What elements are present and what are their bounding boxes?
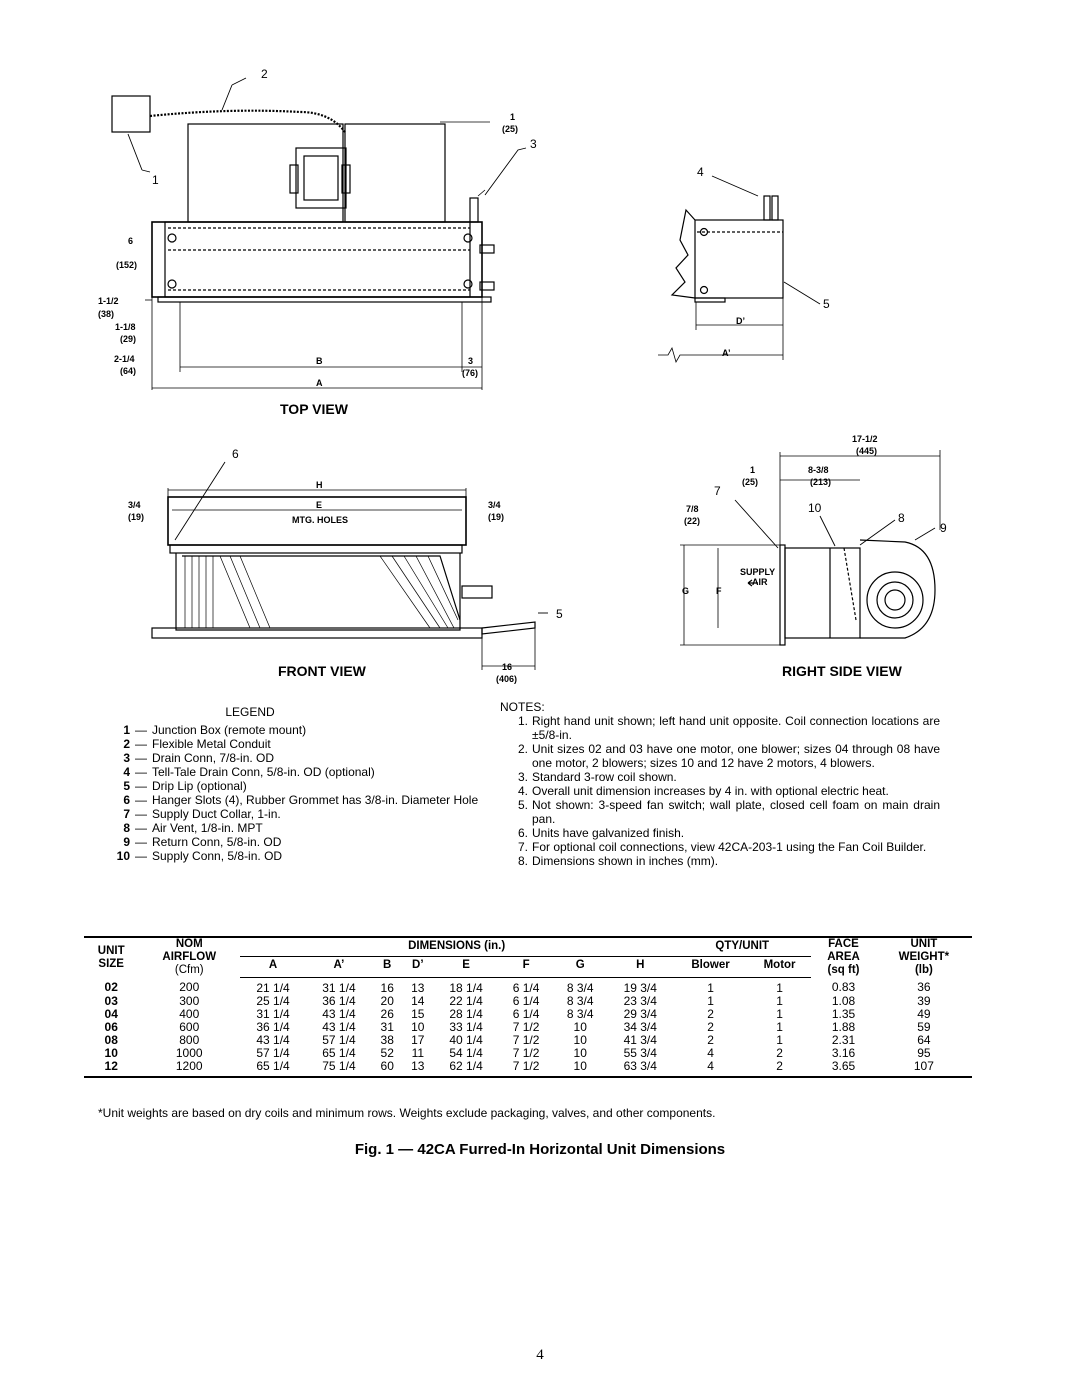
dim-17-1-2-mm: (445)	[856, 446, 878, 456]
table-cell: 8 3/4	[566, 993, 594, 1008]
table-cell: 10	[104, 1045, 118, 1060]
dim-g: G	[682, 586, 690, 596]
dim-a: A	[316, 378, 323, 388]
table-cell: 29 3/4	[623, 1006, 657, 1021]
legend-item-number: 4	[123, 765, 130, 779]
dim-front-right-mm: (19)	[488, 512, 505, 522]
col-qty-unit: QTY/UNIT	[673, 937, 811, 956]
dim-6-mm: (152)	[116, 260, 138, 270]
legend-item-number: 10	[116, 849, 130, 863]
legend-item-dash: —	[135, 793, 147, 807]
table-cell: 1	[707, 980, 714, 995]
dim-front-right: 3/4	[488, 500, 501, 510]
callout-1: 1	[152, 173, 159, 187]
note-item	[500, 854, 940, 868]
table-cell: 33 1/4	[449, 1019, 483, 1034]
table-cell: 62 1/4	[433, 1060, 499, 1077]
table-cell: 31 1/4	[322, 980, 356, 995]
dim-one-mm: (25)	[742, 477, 759, 487]
table-cell: 31 1/4	[256, 1006, 290, 1021]
front-view-drawing	[152, 462, 548, 670]
table-cell: 26	[380, 1006, 394, 1021]
table-cell: 59	[917, 1019, 931, 1034]
col-dim: H	[636, 959, 645, 972]
table-cell: 2	[776, 1045, 783, 1060]
dim-a-prime: A’	[722, 348, 731, 358]
table-cell: 4	[673, 1060, 748, 1077]
table-cell: 2.31	[831, 1032, 856, 1047]
table-cell: 22 1/4	[449, 993, 483, 1008]
table-cell: 21 1/4	[256, 980, 290, 995]
table-cell: 3.16	[831, 1045, 856, 1060]
dim-17-1-2: 17-1/2	[852, 434, 878, 444]
legend-item	[100, 751, 490, 765]
dim-1: 1	[510, 112, 516, 122]
table-row	[84, 977, 972, 995]
table-row	[84, 1021, 972, 1034]
legend-item-number: 1	[123, 723, 130, 737]
front-view-title: FRONT VIEW	[278, 663, 366, 679]
callout-4: 4	[697, 165, 704, 179]
table-cell: 10	[553, 1060, 607, 1077]
legend-item-dash: —	[135, 737, 147, 751]
table-row	[84, 1034, 972, 1047]
legend-item-number: 7	[123, 807, 130, 821]
table-cell: 57 1/4	[322, 1032, 356, 1047]
table-cell: 02	[104, 980, 118, 995]
table-cell: 8 3/4	[566, 1006, 594, 1021]
table-cell: 39	[917, 993, 931, 1008]
legend-item-text: Drain Conn, 7/8-in. OD	[152, 751, 275, 765]
table-row	[84, 1047, 972, 1060]
note-item	[500, 714, 940, 742]
note-item	[500, 742, 940, 770]
col-face-area: FACE AREA (sq ft)	[811, 937, 876, 977]
table-cell: 95	[917, 1045, 931, 1060]
dim-3: 3	[468, 356, 474, 366]
legend-item-text: Flexible Metal Conduit	[152, 737, 271, 751]
dim-f: F	[716, 586, 722, 596]
legend-item-dash: —	[135, 765, 147, 779]
legend-item-dash: —	[135, 835, 147, 849]
dim-7-8: 7/8	[686, 504, 699, 514]
table-cell: 11	[411, 1045, 425, 1060]
dim-one: 1	[750, 465, 756, 475]
note-text: Standard 3-row coil shown.	[532, 770, 677, 784]
legend-item	[100, 779, 490, 793]
legend-item-dash: —	[135, 779, 147, 793]
legend-item-dash: —	[135, 807, 147, 821]
table-cell: 2	[707, 1032, 714, 1047]
notes-title: NOTES:	[500, 700, 545, 714]
legend-item	[100, 807, 490, 821]
table-cell: 31	[380, 1019, 394, 1034]
dim-2-1-4-mm: (64)	[120, 366, 137, 376]
table-cell: 55 3/4	[623, 1045, 657, 1060]
page-number: 4	[536, 1347, 544, 1363]
legend-item-number: 2	[123, 737, 130, 751]
dim-front-left: 3/4	[128, 500, 141, 510]
legend-item-text: Tell-Tale Drain Conn, 5/8-in. OD (optional)	[152, 765, 375, 779]
callout-2: 2	[261, 67, 268, 81]
top-view-title: TOP VIEW	[280, 401, 348, 417]
note-text: Units have galvanized finish.	[532, 826, 685, 840]
table-cell: 1200	[138, 1060, 240, 1077]
dim-1-1-2-mm: (38)	[98, 309, 115, 319]
note-text: Right hand unit shown; left hand unit opposite. Coil connection locations are ±5/8-in.	[532, 714, 940, 742]
note-item	[500, 784, 940, 798]
note-item	[500, 798, 940, 826]
table-cell: 52	[380, 1045, 394, 1060]
col-dim: B	[383, 959, 392, 972]
table-cell: 2	[707, 1006, 714, 1021]
table-cell: 4	[707, 1045, 714, 1060]
callout-10: 10	[808, 501, 822, 515]
table-cell: 7 1/2	[499, 1060, 553, 1077]
col-unit-size: UNIT SIZE	[84, 937, 138, 977]
table-cell: 300	[179, 993, 200, 1008]
table-cell: 1.88	[831, 1019, 856, 1034]
table-cell: 03	[104, 993, 118, 1008]
table-cell: 400	[179, 1006, 200, 1021]
table-cell: 13	[403, 1060, 434, 1077]
legend-item-dash: —	[135, 751, 147, 765]
legend-item-dash: —	[135, 723, 147, 737]
table-cell: 1.35	[831, 1006, 856, 1021]
note-number: 5.	[517, 798, 528, 812]
table-cell: 107	[876, 1060, 972, 1077]
note-number: 2.	[517, 742, 528, 756]
table-cell: 57 1/4	[256, 1045, 290, 1060]
dim-6: 6	[128, 236, 134, 246]
note-number: 3.	[517, 770, 528, 784]
dim-8-3-8-mm: (213)	[810, 477, 832, 487]
callout-7: 7	[714, 484, 721, 498]
note-text: Dimensions shown in inches (mm).	[532, 854, 719, 868]
table-cell: 1.08	[831, 993, 856, 1008]
dim-mtg-holes: MTG. HOLES	[292, 515, 348, 525]
table-cell: 54 1/4	[449, 1045, 483, 1060]
table-cell: 34 3/4	[623, 1019, 657, 1034]
legend-item-text: Junction Box (remote mount)	[152, 723, 307, 737]
table-cell: 2	[707, 1019, 714, 1034]
table-cell: 10	[573, 1032, 587, 1047]
col-dim: F	[522, 959, 530, 972]
table-row	[84, 995, 972, 1008]
table-cell: 6 1/4	[512, 980, 540, 995]
table-cell: 600	[179, 1019, 200, 1034]
table-cell: 10	[411, 1019, 425, 1034]
note-item	[500, 826, 940, 840]
table-cell: 2	[748, 1060, 811, 1077]
table-cell: 36	[917, 980, 931, 995]
table-row	[84, 1060, 972, 1077]
legend-item-text: Drip Lip (optional)	[152, 779, 247, 793]
dim-1-mm: (25)	[502, 124, 519, 134]
legend-title: LEGEND	[225, 705, 275, 719]
dim-16: 16	[502, 662, 513, 672]
table-cell: 65 1/4	[240, 1060, 306, 1077]
table-cell: 41 3/4	[623, 1032, 657, 1047]
right-side-view-title: RIGHT SIDE VIEW	[782, 663, 902, 679]
dim-16-mm: (406)	[496, 674, 518, 684]
dim-front-left-mm: (19)	[128, 512, 145, 522]
table-cell: 43 1/4	[322, 1019, 356, 1034]
table-cell: 38	[380, 1032, 394, 1047]
dim-1-1-8-mm: (29)	[120, 334, 137, 344]
table-cell: 7 1/2	[512, 1032, 540, 1047]
col-dim: E	[462, 959, 470, 972]
table-cell: 04	[104, 1006, 118, 1021]
dim-2-1-4: 2-1/4	[114, 354, 135, 364]
table-cell: 60	[372, 1060, 403, 1077]
legend-item	[100, 849, 490, 863]
col-qty: Motor	[763, 959, 796, 972]
callout-6: 6	[232, 447, 239, 461]
dim-8-3-8: 8-3/8	[808, 465, 829, 475]
legend-item	[100, 793, 490, 807]
table-cell: 63 3/4	[607, 1060, 673, 1077]
table-cell: 1	[776, 1019, 783, 1034]
table-cell: 10	[573, 1045, 587, 1060]
table-cell: 75 1/4	[306, 1060, 372, 1077]
legend-item-text: Supply Conn, 5/8-in. OD	[152, 849, 283, 863]
note-item	[500, 770, 940, 784]
note-item	[500, 840, 940, 854]
table-cell: 43 1/4	[256, 1032, 290, 1047]
note-number: 6.	[517, 826, 528, 840]
table-cell: 40 1/4	[449, 1032, 483, 1047]
col-dim: A’	[333, 959, 345, 972]
legend-item	[100, 765, 490, 779]
legend	[100, 705, 490, 863]
legend-item-number: 5	[123, 779, 130, 793]
table-row	[84, 1008, 972, 1021]
note-text: Overall unit dimension increases by 4 in. with optional electric heat.	[532, 784, 889, 798]
callout-5-side: 5	[823, 297, 830, 311]
notes	[500, 700, 940, 868]
legend-item-text: Return Conn, 5/8-in. OD	[152, 835, 282, 849]
table-cell: 23 3/4	[623, 993, 657, 1008]
legend-item-number: 9	[123, 835, 130, 849]
dim-1-1-8: 1-1/8	[115, 322, 136, 332]
table-cell: 14	[411, 993, 425, 1008]
table-cell: 12	[84, 1060, 138, 1077]
table-cell: 1	[776, 993, 783, 1008]
table-cell: 65 1/4	[322, 1045, 356, 1060]
legend-item-number: 6	[123, 793, 130, 807]
legend-item	[100, 821, 490, 835]
legend-item-text: Air Vent, 1/8-in. MPT	[152, 821, 263, 835]
legend-item	[100, 835, 490, 849]
col-qty: Blower	[691, 959, 730, 972]
dim-1-1-2: 1-1/2	[98, 296, 119, 306]
legend-item-text: Hanger Slots (4), Rubber Grommet has 3/8-in. Diameter Hole	[152, 793, 479, 807]
dim-b: B	[316, 356, 323, 366]
table-cell: 1	[776, 1032, 783, 1047]
table-cell: 0.83	[831, 980, 856, 995]
table-cell: 06	[104, 1019, 118, 1034]
table-cell: 25 1/4	[256, 993, 290, 1008]
table-cell: 1	[776, 1006, 783, 1021]
table-cell: 6 1/4	[512, 1006, 540, 1021]
top-view-drawing	[112, 78, 526, 390]
table-cell: 1	[707, 993, 714, 1008]
legend-item-number: 3	[123, 751, 130, 765]
note-number: 1.	[517, 714, 528, 728]
callout-3: 3	[530, 137, 537, 151]
table-cell: 13	[411, 980, 425, 995]
col-nom-airflow: NOM AIRFLOW (Cfm)	[138, 937, 240, 977]
table-cell: 36 1/4	[256, 1019, 290, 1034]
table-cell: 15	[411, 1006, 425, 1021]
table-cell: 800	[179, 1032, 200, 1047]
note-text: Not shown: 3-speed fan switch; wall plate, closed cell foam on main drain pan.	[532, 798, 940, 826]
table-cell: 36 1/4	[322, 993, 356, 1008]
table-cell: 16	[380, 980, 394, 995]
table-cell: 3.65	[811, 1060, 876, 1077]
legend-item-text: Supply Duct Collar, 1-in.	[152, 807, 281, 821]
table-cell: 49	[917, 1006, 931, 1021]
note-text: Unit sizes 02 and 03 have one motor, one blower; sizes 04 through 08 have one motor, 2 blowers; sizes 10 and 12 have 2 motors, 4 blowers.	[532, 742, 940, 770]
table-cell: 20	[380, 993, 394, 1008]
callout-9: 9	[940, 521, 947, 535]
table-cell: 08	[104, 1032, 118, 1047]
table-cell: 7 1/2	[512, 1019, 540, 1034]
table-cell: 1000	[175, 1045, 203, 1060]
legend-item-dash: —	[135, 849, 147, 863]
supply-air-label-1: SUPPLY	[740, 567, 776, 577]
note-number: 8.	[517, 854, 528, 868]
legend-item-number: 8	[123, 821, 130, 835]
table-cell: 28 1/4	[449, 1006, 483, 1021]
table-cell: 7 1/2	[512, 1045, 540, 1060]
col-dimensions: DIMENSIONS (in.)	[240, 937, 673, 956]
legend-item	[100, 737, 490, 751]
legend-item	[100, 723, 490, 737]
table-cell: 8 3/4	[566, 980, 594, 995]
dim-e: E	[316, 500, 323, 510]
table-cell: 64	[917, 1032, 931, 1047]
table-cell: 6 1/4	[512, 993, 540, 1008]
table-cell: 19 3/4	[623, 980, 657, 995]
dim-3-mm: (76)	[462, 368, 479, 378]
table-cell: 43 1/4	[322, 1006, 356, 1021]
note-text: For optional coil connections, view 42CA-203-1 using the Fan Coil Builder.	[532, 840, 927, 854]
col-dim: A	[268, 959, 278, 972]
col-dim: G	[575, 959, 585, 972]
callout-5-front: 5	[556, 607, 563, 621]
dim-d-prime: D’	[736, 316, 745, 326]
dim-h: H	[316, 480, 323, 490]
legend-item-dash: —	[135, 821, 147, 835]
table-cell: 17	[411, 1032, 425, 1047]
table-cell: 1	[776, 980, 783, 995]
callout-8: 8	[898, 511, 905, 525]
dimensions-table	[84, 936, 972, 1078]
supply-air-label-2: AIR	[752, 577, 768, 587]
note-number: 4.	[517, 784, 528, 798]
note-number: 7.	[517, 840, 528, 854]
col-dim: D’	[412, 959, 424, 972]
table-cell: 200	[179, 980, 200, 995]
col-unit-weight: UNIT WEIGHT* (lb)	[876, 937, 972, 977]
figure-caption: Fig. 1 — 42CA Furred-In Horizontal Unit Dimensions	[354, 1141, 726, 1158]
table-cell: 10	[573, 1019, 587, 1034]
table-footnote: *Unit weights are based on dry coils and minimum rows. Weights exclude packaging, valves, and other components.	[98, 1106, 716, 1120]
table-cell: 18 1/4	[449, 980, 483, 995]
side-detail-drawing	[658, 176, 820, 362]
dim-7-8-mm: (22)	[684, 516, 701, 526]
